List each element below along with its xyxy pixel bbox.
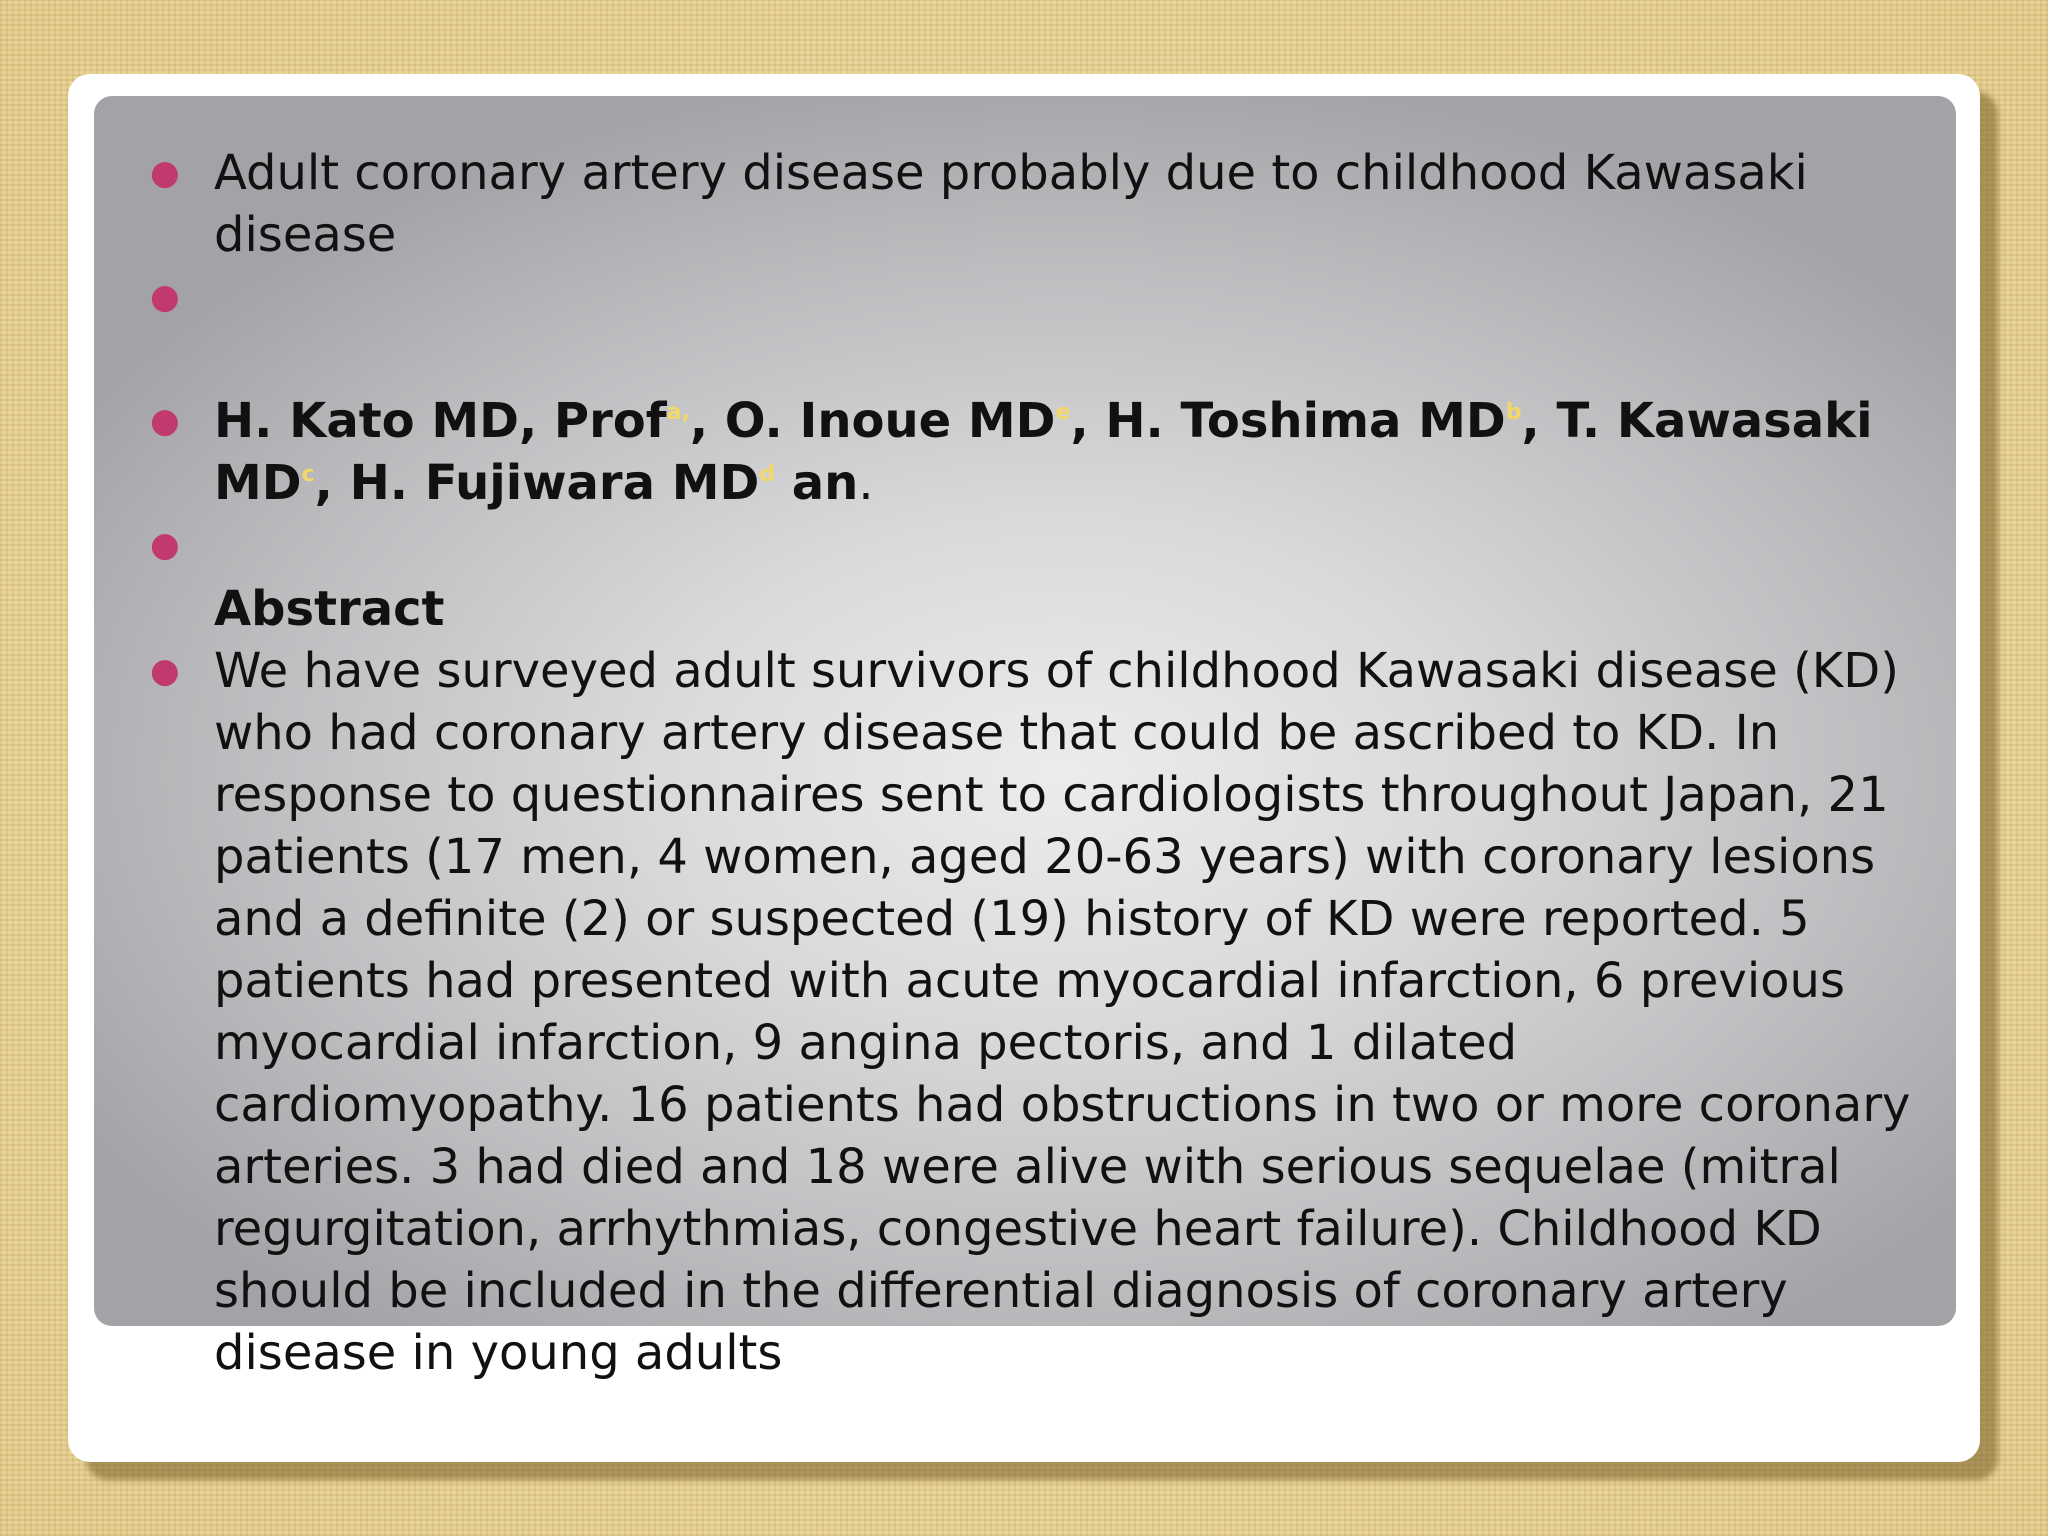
author-3-affiliation: b bbox=[1505, 400, 1522, 425]
authors-item bbox=[148, 390, 1928, 514]
spacer bbox=[148, 328, 1928, 390]
authors-tail: an bbox=[775, 455, 859, 511]
title-item bbox=[148, 142, 1928, 266]
author-1-affiliation: a, bbox=[666, 400, 690, 425]
bullet-dot-icon: ● bbox=[150, 401, 180, 441]
empty-item bbox=[148, 266, 1928, 328]
author-4: , T. Kawasaki MD bbox=[214, 393, 1873, 511]
empty-item-2 bbox=[148, 514, 1928, 576]
bullet-dot-icon: ● bbox=[150, 651, 180, 691]
slide-content bbox=[148, 142, 1928, 1384]
author-2: , O. Inoue MD bbox=[689, 393, 1056, 449]
abstract-heading: Abstract bbox=[214, 581, 445, 637]
abstract-text: We have surveyed adult survivors of childhood Kawasaki disease (KD) who had coronary artery disease that could be ascribed to KD. In response to questionnaires sent to cardiologists throughout Japan, 21 patients (17 men, 4 women, aged 20-63 years) with coronary lesions and a definite (2) or suspected (19) history of KD were reported. 5 patients had presented with acute myocardial infarction, 6 previous myocardial infarction, 9 angina pectoris, and 1 dilated cardiomyopathy. 16 patients had obstructions in two or more coronary arteries. 3 had died and 18 were alive with serious sequelae (mitral regurgitation, arrhythmias, congestive heart failure). Childhood KD should be included in the differential diagnosis of coronary artery disease in young adults bbox=[214, 643, 1911, 1381]
title-text: Adult coronary artery disease probably due to childhood Kawasaki disease bbox=[214, 145, 1808, 263]
author-1: H. Kato MD, Prof bbox=[214, 393, 667, 449]
author-5-affiliation: d bbox=[759, 462, 776, 487]
author-5: , H. Fujiwara MD bbox=[314, 455, 760, 511]
author-2-affiliation: e bbox=[1055, 400, 1071, 425]
author-4-affiliation: c bbox=[301, 462, 315, 487]
bullet-dot-icon: ● bbox=[150, 277, 180, 317]
bullet-dot-icon: ● bbox=[150, 153, 180, 193]
abstract-item bbox=[148, 640, 1928, 1384]
author-3: , H. Toshima MD bbox=[1070, 393, 1506, 449]
bullet-dot-icon: ● bbox=[150, 525, 180, 565]
authors-period: . bbox=[858, 455, 874, 511]
